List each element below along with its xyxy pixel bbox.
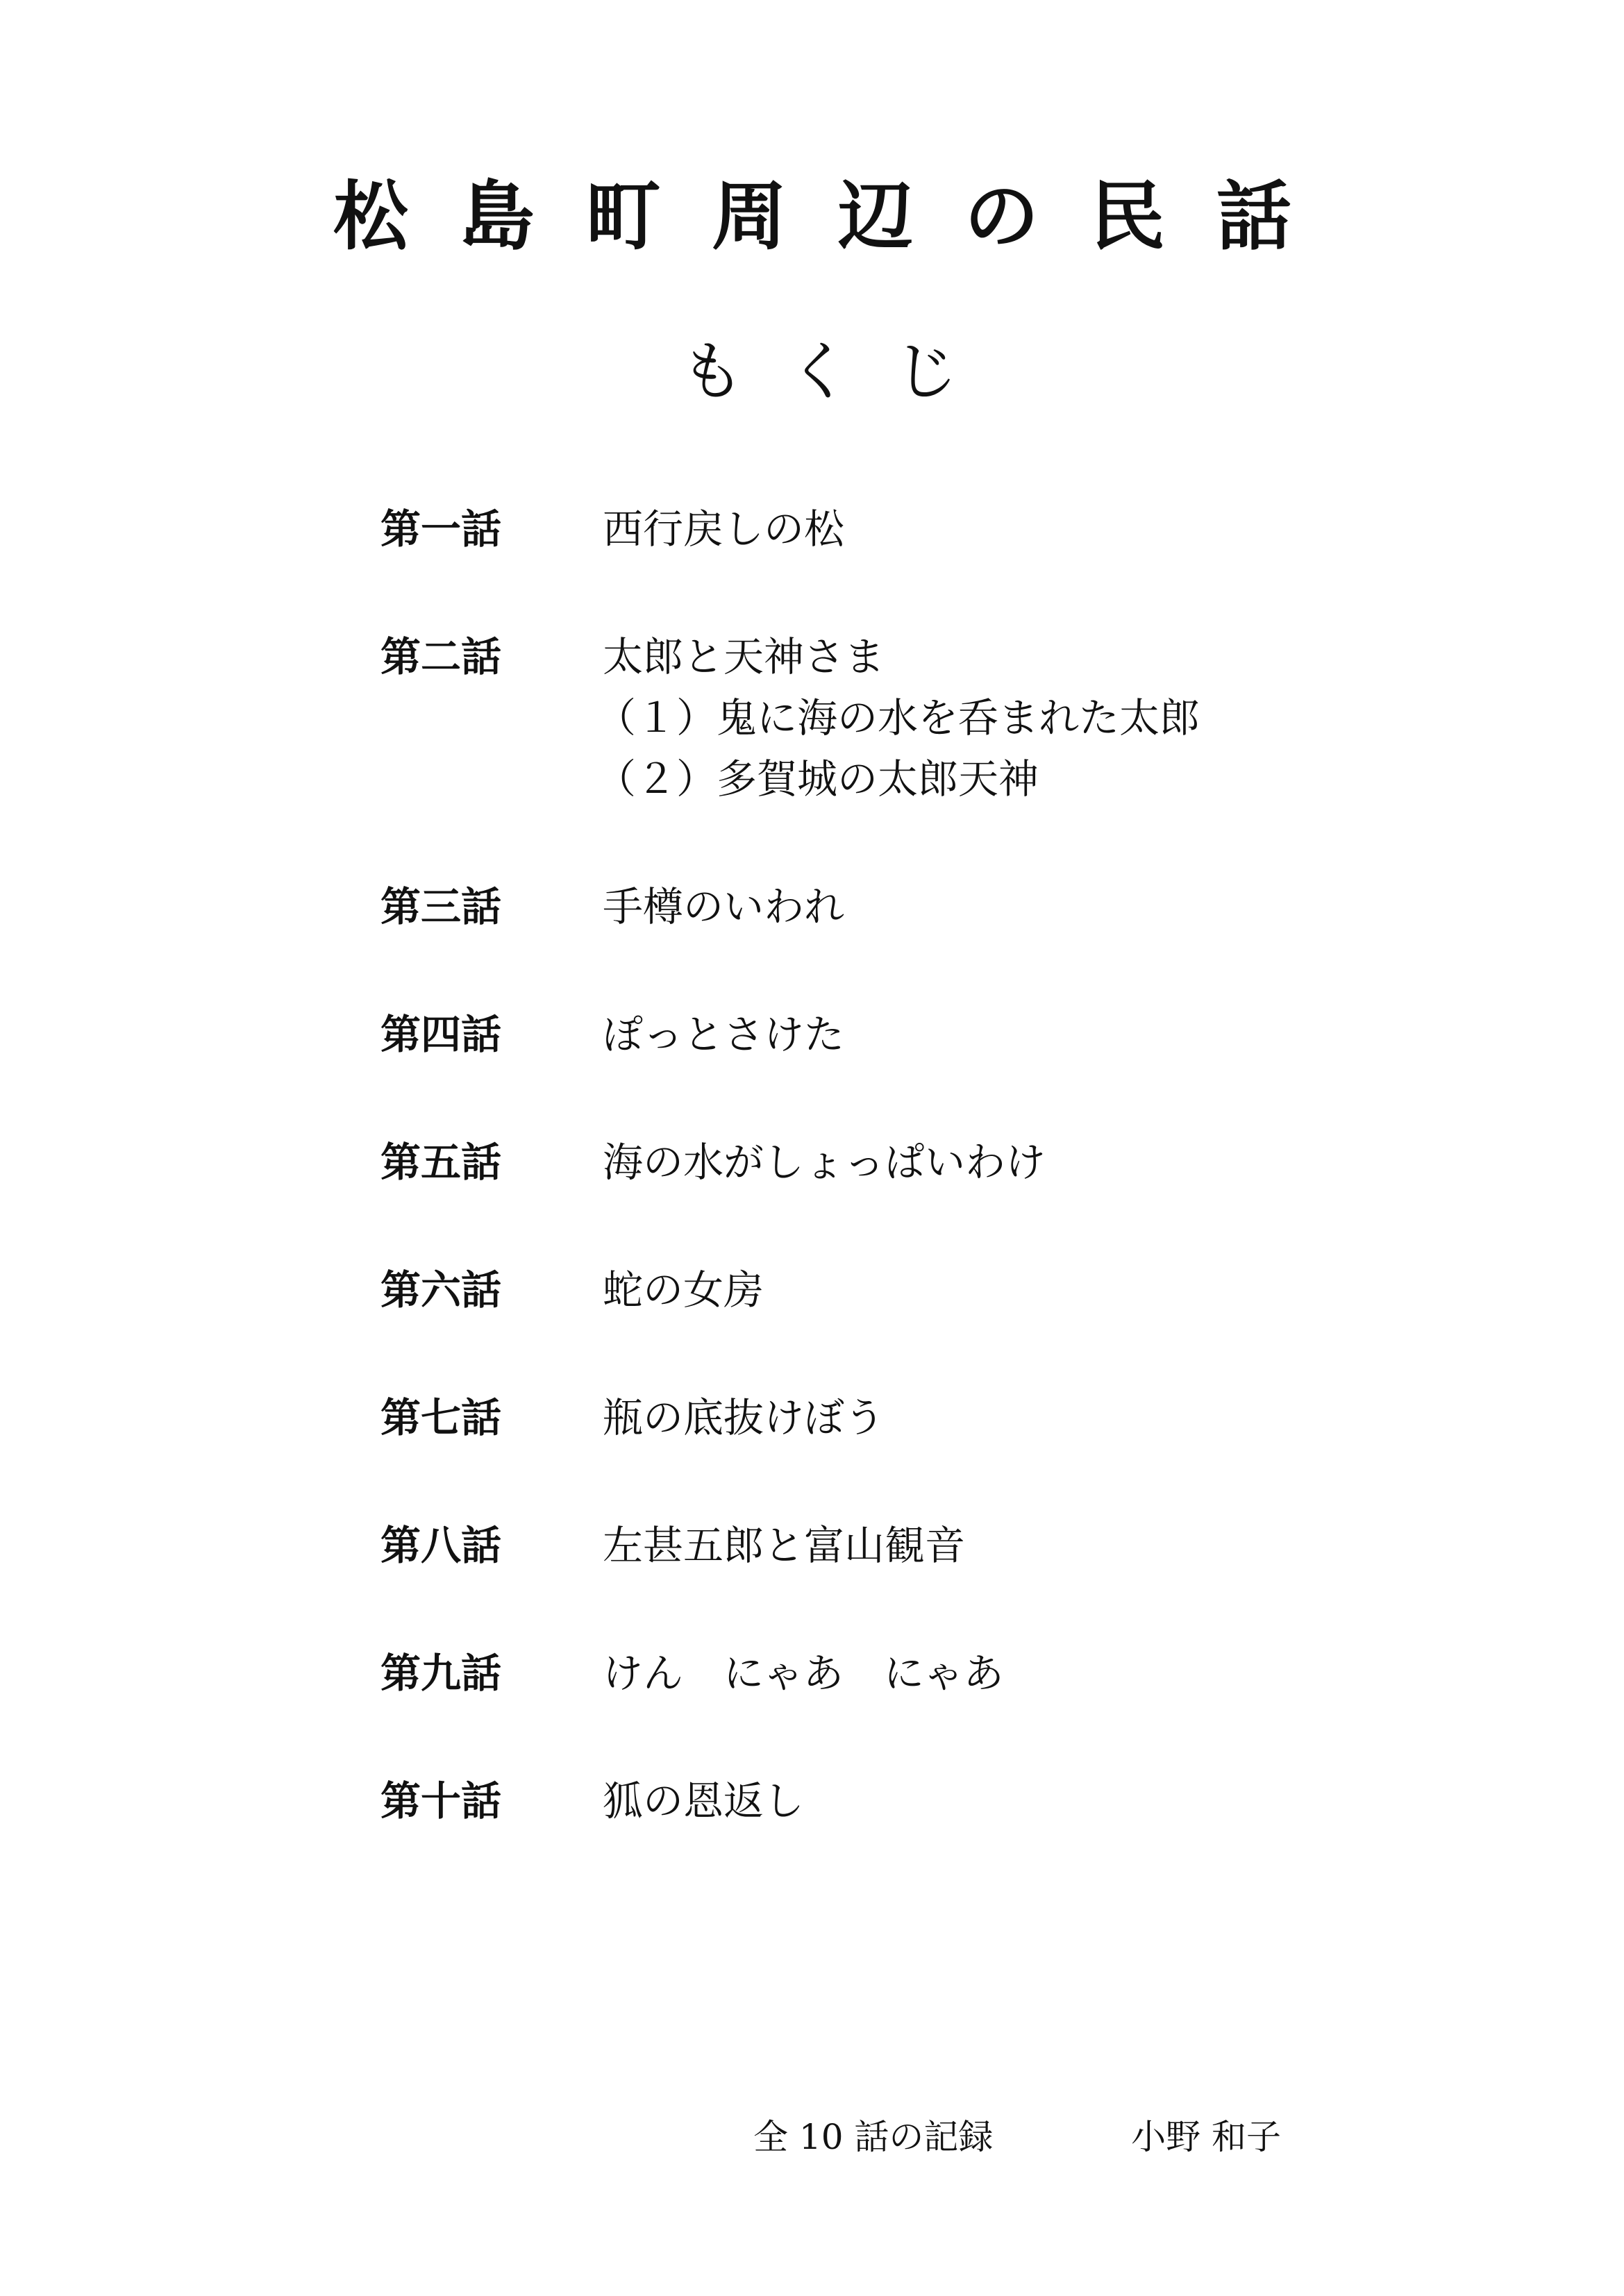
episode-number: 第十話 (380, 1777, 502, 1825)
episode-title: 狐の恩返し (603, 1777, 805, 1825)
episode-titles (603, 1132, 1353, 1193)
title-character: 辺 (837, 173, 913, 261)
record-footer (753, 2109, 1281, 2165)
episode-number: 第九話 (380, 1650, 502, 1697)
episode-title: 海の水がしょっぱいわけ (603, 1139, 1046, 1186)
record-count: 全 10 話の記録 (753, 2117, 994, 2157)
toc-entry (380, 1259, 1353, 1321)
episode-title: 左甚五郎と富山観音 (603, 1522, 966, 1569)
episode-number: 第一話 (380, 505, 502, 553)
episode-number: 第四話 (380, 1011, 502, 1058)
episode-title: けん にゃあ にゃあ (603, 1650, 1004, 1697)
episode-titles (603, 1770, 1353, 1832)
toc-entry (380, 876, 1353, 937)
episode-titles (603, 876, 1353, 937)
toc-entry (380, 1770, 1353, 1832)
toc-heading-character: く (787, 335, 851, 410)
episode-title: 蛇の女房 (603, 1266, 764, 1314)
title-character: 松 (333, 173, 409, 261)
table-of-contents (380, 498, 1353, 1898)
toc-heading-character: も (680, 335, 745, 410)
episode-number: 第五話 (380, 1139, 502, 1186)
episode-title: 太郎と天神さま (603, 633, 885, 680)
title-character: 話 (1216, 173, 1291, 261)
toc-entry (380, 1515, 1353, 1576)
episode-number: 第三話 (380, 883, 502, 930)
episode-titles (596, 626, 1353, 810)
title-character: 島 (459, 173, 535, 261)
toc-heading-character: じ (894, 335, 958, 410)
episode-number: 第二話 (380, 633, 502, 680)
episode-titles (603, 1515, 1353, 1576)
episode-subtitle: （２）多賀城の太郎天神 (596, 755, 1039, 803)
table-of-contents-heading (680, 330, 958, 414)
title-character: 民 (1090, 173, 1166, 261)
episode-titles (603, 1643, 1353, 1704)
episode-titles (603, 498, 1353, 560)
episode-title: 西行戻しの松 (603, 505, 845, 553)
author-name: 小野 和子 (1131, 2117, 1281, 2157)
episode-title: 手樽のいわれ (603, 883, 845, 930)
episode-titles (603, 1259, 1353, 1321)
episode-titles (603, 1004, 1353, 1065)
title-character: 周 (712, 173, 787, 261)
toc-entry (380, 498, 1353, 560)
episode-title: ぽっとさけた (603, 1011, 845, 1058)
episode-title: 瓶の底抜けぼう (603, 1394, 885, 1441)
page-title (333, 168, 1291, 265)
toc-entry (380, 1387, 1353, 1448)
title-character: の (964, 173, 1039, 261)
toc-entry (380, 626, 1353, 810)
title-character: 町 (585, 173, 661, 261)
toc-entry (380, 1004, 1353, 1065)
episode-titles (603, 1387, 1353, 1448)
toc-entry (380, 1132, 1353, 1193)
toc-entry (380, 1643, 1353, 1704)
episode-subtitle: （１）鬼に海の水を呑まれた太郎 (596, 694, 1200, 741)
episode-number: 第六話 (380, 1266, 502, 1314)
episode-number: 第八話 (380, 1522, 502, 1569)
episode-number: 第七話 (380, 1394, 502, 1441)
